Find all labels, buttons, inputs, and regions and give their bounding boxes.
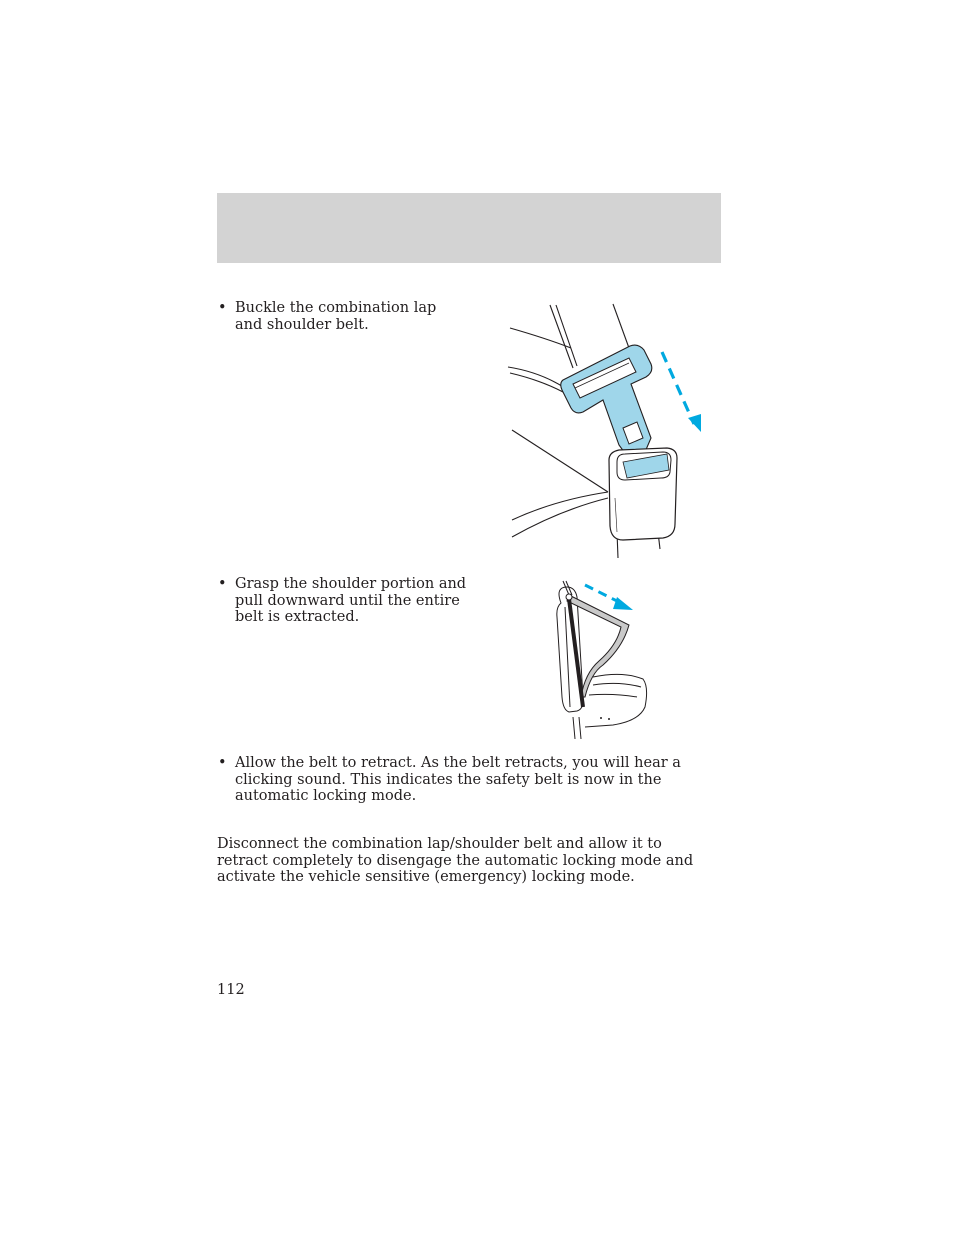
bullet-text: Grasp the shoulder portion and pull downward until the entire belt is extracted. [235,576,467,626]
seat-belt-pull-illustration [553,577,653,740]
bullet-item-retract [218,755,718,805]
bullet-text: Allow the belt to retract. As the belt retracts, you will hear a clicking sound. This indicates the safety belt is now in the automatic locking mode. [235,755,681,805]
bullet-text: Buckle the combination lap and shoulder belt. [235,300,437,333]
disengage-paragraph: Disconnect the combination lap/shoulder belt and allow it to retract completely to disengage the automatic locking mode and activate the vehicle sensitive (emergency) locking mode. [217,836,694,886]
direction-arrow-icon [662,352,694,424]
bullet-marker: • [218,755,227,771]
bullet-item-buckle [218,300,468,333]
page-number: 112 [217,982,245,998]
bullet-item-grasp [218,576,468,626]
section-header-band [217,193,721,263]
pull-direction-arrow-icon [585,585,621,603]
bullet-marker: • [218,300,227,316]
bullet-marker: • [218,576,227,592]
buckle-illustration [505,300,710,562]
